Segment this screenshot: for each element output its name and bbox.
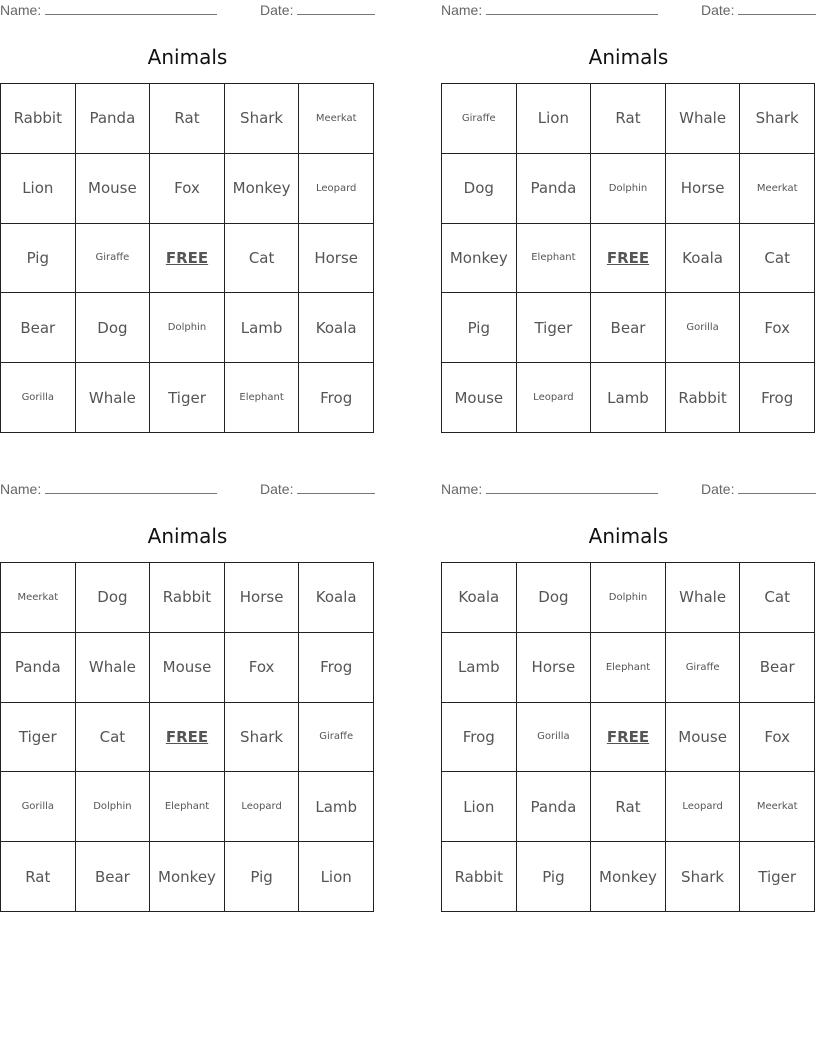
card-title: Animals xyxy=(588,45,669,69)
bingo-cell: Meerkat xyxy=(299,84,374,154)
card-title: Animals xyxy=(147,45,228,69)
bingo-card-3 xyxy=(0,479,375,886)
bingo-grid xyxy=(441,562,815,912)
name-label: Name: xyxy=(441,481,483,497)
name-blank xyxy=(45,481,217,494)
bingo-cell: Pig xyxy=(225,842,300,912)
bingo-cell: Koala xyxy=(299,563,374,633)
name-field xyxy=(0,2,217,18)
bingo-cell: Tiger xyxy=(740,842,815,912)
bingo-cell: Rat xyxy=(1,842,76,912)
bingo-cell: Koala xyxy=(299,293,374,363)
bingo-cell: Shark xyxy=(666,842,741,912)
free-space-cell: FREE xyxy=(591,703,666,773)
bingo-cell: Mouse xyxy=(666,703,741,773)
bingo-grid xyxy=(0,83,374,433)
bingo-cell: Frog xyxy=(442,703,517,773)
bingo-cell: Monkey xyxy=(591,842,666,912)
bingo-cell: Lamb xyxy=(591,363,666,433)
bingo-cell: Panda xyxy=(1,633,76,703)
bingo-cell: Horse xyxy=(299,224,374,294)
free-space-cell: FREE xyxy=(150,224,225,294)
bingo-cell: Leopard xyxy=(517,363,592,433)
bingo-cell: Lion xyxy=(1,154,76,224)
date-blank xyxy=(297,2,375,15)
date-label: Date: xyxy=(260,481,294,497)
bingo-cell: Panda xyxy=(517,154,592,224)
bingo-cell: Horse xyxy=(517,633,592,703)
bingo-cell: Gorilla xyxy=(666,293,741,363)
bingo-cell: Shark xyxy=(740,84,815,154)
bingo-cell: Lamb xyxy=(299,772,374,842)
date-field xyxy=(260,481,375,497)
bingo-cell: Mouse xyxy=(442,363,517,433)
bingo-cell: Shark xyxy=(225,703,300,773)
bingo-cell: Rabbit xyxy=(150,563,225,633)
name-date-line xyxy=(0,479,375,501)
bingo-cell: Rat xyxy=(150,84,225,154)
bingo-cell: Dog xyxy=(76,293,151,363)
name-field xyxy=(441,481,658,497)
bingo-cell: Frog xyxy=(299,633,374,703)
bingo-cell: Dog xyxy=(442,154,517,224)
bingo-cell: Shark xyxy=(225,84,300,154)
name-blank xyxy=(45,2,217,15)
bingo-cell: Tiger xyxy=(517,293,592,363)
bingo-cell: Lion xyxy=(299,842,374,912)
bingo-cell: Leopard xyxy=(225,772,300,842)
date-label: Date: xyxy=(701,2,735,18)
bingo-cell: Gorilla xyxy=(517,703,592,773)
name-date-line xyxy=(441,479,816,501)
bingo-cell: Panda xyxy=(517,772,592,842)
date-label: Date: xyxy=(260,2,294,18)
bingo-cell: Fox xyxy=(740,703,815,773)
card-title: Animals xyxy=(588,524,669,548)
bingo-cell: Lamb xyxy=(442,633,517,703)
bingo-cell: Tiger xyxy=(1,703,76,773)
bingo-cell: Elephant xyxy=(591,633,666,703)
bingo-cell: Koala xyxy=(442,563,517,633)
bingo-cell: Rat xyxy=(591,772,666,842)
bingo-cell: Giraffe xyxy=(299,703,374,773)
bingo-cell: Cat xyxy=(225,224,300,294)
bingo-cell: Cat xyxy=(740,563,815,633)
bingo-card-4 xyxy=(441,479,816,886)
bingo-cell: Tiger xyxy=(150,363,225,433)
bingo-cell: Panda xyxy=(76,84,151,154)
name-label: Name: xyxy=(441,2,483,18)
date-blank xyxy=(738,481,816,494)
bingo-cell: Lion xyxy=(517,84,592,154)
date-label: Date: xyxy=(701,481,735,497)
bingo-cell: Koala xyxy=(666,224,741,294)
bingo-cell: Frog xyxy=(299,363,374,433)
date-field xyxy=(701,2,816,18)
bingo-cell: Monkey xyxy=(225,154,300,224)
bingo-cell: Rabbit xyxy=(442,842,517,912)
name-blank xyxy=(486,481,658,494)
bingo-cell: Dolphin xyxy=(591,563,666,633)
bingo-cell: Cat xyxy=(76,703,151,773)
bingo-cell: Leopard xyxy=(666,772,741,842)
bingo-cell: Dolphin xyxy=(150,293,225,363)
free-space-cell: FREE xyxy=(591,224,666,294)
bingo-cell: Meerkat xyxy=(740,772,815,842)
name-date-line xyxy=(441,0,816,22)
bingo-cell: Meerkat xyxy=(1,563,76,633)
bingo-cell: Dog xyxy=(76,563,151,633)
bingo-cell: Fox xyxy=(225,633,300,703)
bingo-card-2 xyxy=(441,0,816,407)
bingo-cell: Mouse xyxy=(150,633,225,703)
date-blank xyxy=(297,481,375,494)
name-field xyxy=(0,481,217,497)
bingo-cell: Dolphin xyxy=(76,772,151,842)
bingo-cell: Rabbit xyxy=(666,363,741,433)
bingo-cell: Fox xyxy=(740,293,815,363)
bingo-cell: Elephant xyxy=(517,224,592,294)
bingo-cell: Whale xyxy=(76,633,151,703)
bingo-cell: Gorilla xyxy=(1,772,76,842)
bingo-cell: Rabbit xyxy=(1,84,76,154)
bingo-cell: Rat xyxy=(591,84,666,154)
bingo-card-1 xyxy=(0,0,375,407)
bingo-cell: Giraffe xyxy=(666,633,741,703)
date-field xyxy=(260,2,375,18)
bingo-cell: Elephant xyxy=(225,363,300,433)
bingo-grid xyxy=(0,562,374,912)
name-label: Name: xyxy=(0,2,42,18)
bingo-cell: Leopard xyxy=(299,154,374,224)
bingo-cell: Meerkat xyxy=(740,154,815,224)
bingo-cell: Lamb xyxy=(225,293,300,363)
name-blank xyxy=(486,2,658,15)
bingo-cell: Bear xyxy=(740,633,815,703)
bingo-cell: Bear xyxy=(1,293,76,363)
bingo-cell: Pig xyxy=(1,224,76,294)
name-label: Name: xyxy=(0,481,42,497)
bingo-cell: Frog xyxy=(740,363,815,433)
bingo-cell: Giraffe xyxy=(76,224,151,294)
bingo-cell: Elephant xyxy=(150,772,225,842)
bingo-cell: Horse xyxy=(225,563,300,633)
date-blank xyxy=(738,2,816,15)
bingo-cell: Monkey xyxy=(150,842,225,912)
bingo-cell: Fox xyxy=(150,154,225,224)
card-title: Animals xyxy=(147,524,228,548)
bingo-cell: Pig xyxy=(517,842,592,912)
bingo-cell: Dog xyxy=(517,563,592,633)
bingo-cell: Whale xyxy=(666,563,741,633)
date-field xyxy=(701,481,816,497)
bingo-cell: Whale xyxy=(666,84,741,154)
bingo-cell: Lion xyxy=(442,772,517,842)
bingo-cell: Horse xyxy=(666,154,741,224)
bingo-cell: Monkey xyxy=(442,224,517,294)
bingo-cell: Gorilla xyxy=(1,363,76,433)
bingo-cell: Bear xyxy=(591,293,666,363)
bingo-grid xyxy=(441,83,815,433)
name-date-line xyxy=(0,0,375,22)
bingo-cell: Mouse xyxy=(76,154,151,224)
bingo-cell: Dolphin xyxy=(591,154,666,224)
bingo-cell: Bear xyxy=(76,842,151,912)
bingo-cell: Cat xyxy=(740,224,815,294)
bingo-cell: Whale xyxy=(76,363,151,433)
bingo-cell: Giraffe xyxy=(442,84,517,154)
bingo-cell: Pig xyxy=(442,293,517,363)
name-field xyxy=(441,2,658,18)
free-space-cell: FREE xyxy=(150,703,225,773)
